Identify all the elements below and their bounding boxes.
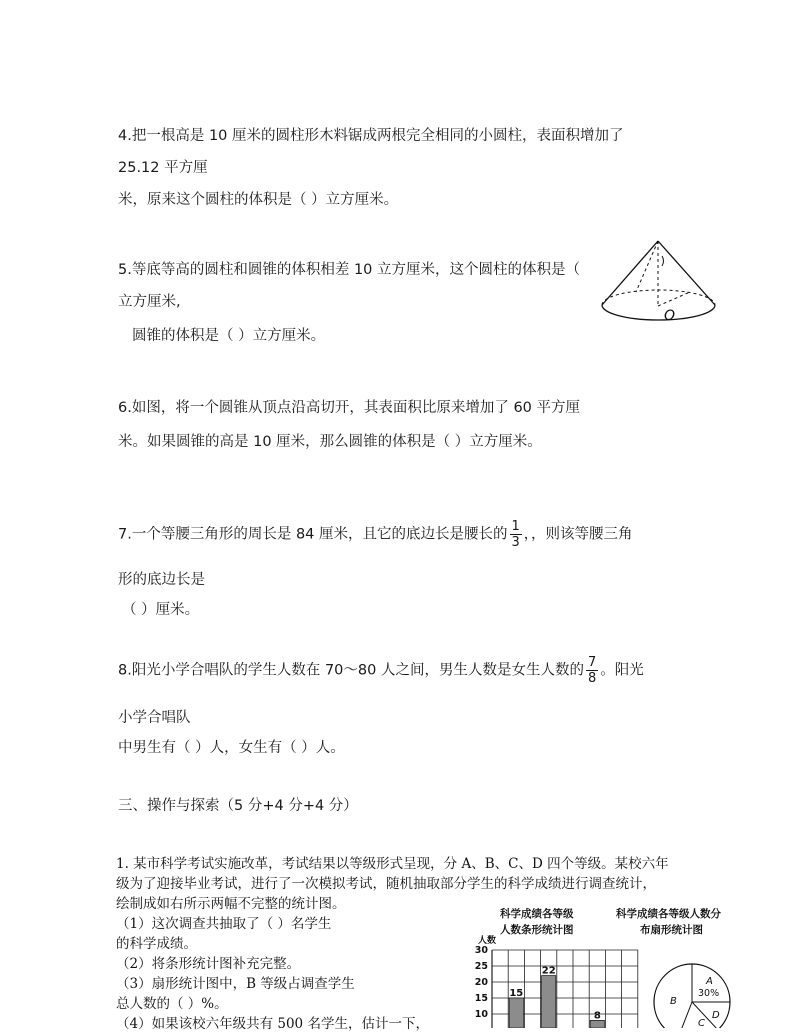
q7-frac-den: 3 — [511, 535, 520, 550]
pie-label-d: D — [712, 1010, 720, 1021]
p1-sub-4: （4）如果该校六年级共有 500 名学生，估计一下， — [116, 1016, 429, 1032]
pie-label-c: C — [698, 1018, 705, 1028]
bar-data-label: 8 — [593, 1010, 601, 1022]
bar-y-tick-label: 20 — [474, 977, 488, 988]
p1-sub-1b: 的科学成绩。 — [116, 936, 197, 952]
bar-y-tick-label: 15 — [474, 993, 488, 1004]
q4-line-1: 4.把一根高是 10 厘米的圆柱形木料锯成两根完全相同的小圆柱，表面积增加了 — [118, 128, 624, 144]
q7-text-b: ，，则该等腰三角 — [523, 526, 633, 543]
q7-fraction — [510, 520, 522, 549]
cone-cut-line — [636, 241, 658, 292]
pie-label-a-percent: 30% — [698, 988, 720, 999]
pie-label-a: A — [706, 976, 713, 987]
q4-line-2: 25.12 平方厘 — [118, 160, 208, 176]
pie-label-b: B — [670, 996, 677, 1007]
q5-line-2: 立方厘米, — [118, 294, 181, 310]
pie-divider-b-c — [678, 1002, 692, 1028]
q6-line-2: 米。如果圆锥的高是 10 厘米，那么圆锥的体积是（ ）立方厘米。 — [118, 434, 542, 450]
p1-sub-1a: （1）这次调查共抽取了（ ）名学生 — [116, 916, 332, 932]
bar-mark — [509, 998, 523, 1028]
bar-y-tick-label: 25 — [474, 961, 488, 972]
cone-center-label: O — [664, 308, 676, 324]
cone-right-edge — [658, 241, 715, 305]
q4-line-3: 米，原来这个圆柱的体积是（ ）立方厘米。 — [118, 192, 399, 208]
q8-frac-num: 7 — [587, 655, 597, 670]
p1-sub-3b: 总人数的（ ）%。 — [116, 996, 228, 1012]
q7-frac-num: 1 — [511, 519, 520, 534]
q8-line-2: 小学合唱队 — [118, 710, 191, 726]
p1-line-3: 绘制成如右所示两幅不完整的统计图。 — [116, 896, 346, 912]
pie-chart-title-1: 科学成绩各等级人数分 — [616, 908, 721, 920]
q5-line-3: 圆锥的体积是（ ）立方厘米。 — [132, 328, 326, 344]
q7-text-a: 7.一个等腰三角形的周长是 84 厘米，且它的底边长是腰长的 — [118, 526, 508, 543]
cone-radius-line — [658, 292, 690, 306]
cone-left-edge — [602, 241, 658, 305]
q8-fraction — [586, 656, 598, 685]
q7-line-3: （ ）厘米。 — [122, 602, 200, 618]
pie-chart-title-2: 布扇形统计图 — [640, 924, 703, 936]
bar-y-axis-label: 人数 — [478, 936, 497, 946]
cone-figure — [598, 236, 720, 326]
q5-line-1: 5.等底等高的圆柱和圆锥的体积相差 10 立方厘米，这个圆柱的体积是（ — [118, 262, 581, 278]
p1-sub-2: （2）将条形统计图补充完整。 — [116, 956, 301, 972]
pie-chart — [648, 958, 740, 1028]
section-3-title: 三、操作与探索（5 分+4 分+4 分） — [118, 798, 358, 814]
p1-line-1: 1. 某市科学考试实施改革，考试结果以等级形式呈现，分 A、B、C、D 四个等级。某校六年 — [116, 856, 669, 872]
q8-line-3: 中男生有（ ）人，女生有（ ）人。 — [118, 740, 345, 756]
p1-sub-3a: （3）扇形统计图中，B 等级占调查学生 — [116, 976, 355, 992]
q8-text-a: 8.阳光小学合唱队的学生人数在 70～80 人之间，男生人数是女生人数的 — [118, 662, 584, 679]
q8-text-b: 。阳光 — [600, 662, 644, 679]
bar-chart — [462, 932, 642, 1028]
bar-chart-title-2: 人数条形统计图 — [500, 924, 574, 936]
q8-line-1 — [118, 656, 644, 685]
bar-y-tick-label: 10 — [474, 1009, 488, 1020]
bar-mark — [542, 976, 556, 1028]
q7-line-2: 形的底边长是 — [118, 572, 205, 588]
bar-data-label: 22 — [541, 965, 556, 977]
q7-line-1 — [118, 520, 633, 549]
q6-line-1: 6.如图，将一个圆锥从顶点沿高切开，其表面积比原来增加了 60 平方厘 — [118, 400, 581, 416]
bar-data-label: 15 — [509, 988, 524, 999]
bar-y-tick-label: 30 — [474, 945, 488, 956]
bar-chart-title-1: 科学成绩各等级 — [500, 908, 574, 920]
bar-mark — [590, 1020, 604, 1028]
p1-line-2: 级为了迎接毕业考试，进行了一次模拟考试，随机抽取部分学生的科学成绩进行调查统计， — [116, 876, 656, 892]
cone-angle-mark — [662, 256, 664, 266]
q8-frac-den: 8 — [587, 671, 597, 686]
cone-base-front — [602, 305, 715, 320]
bar-axis — [475, 934, 496, 1020]
